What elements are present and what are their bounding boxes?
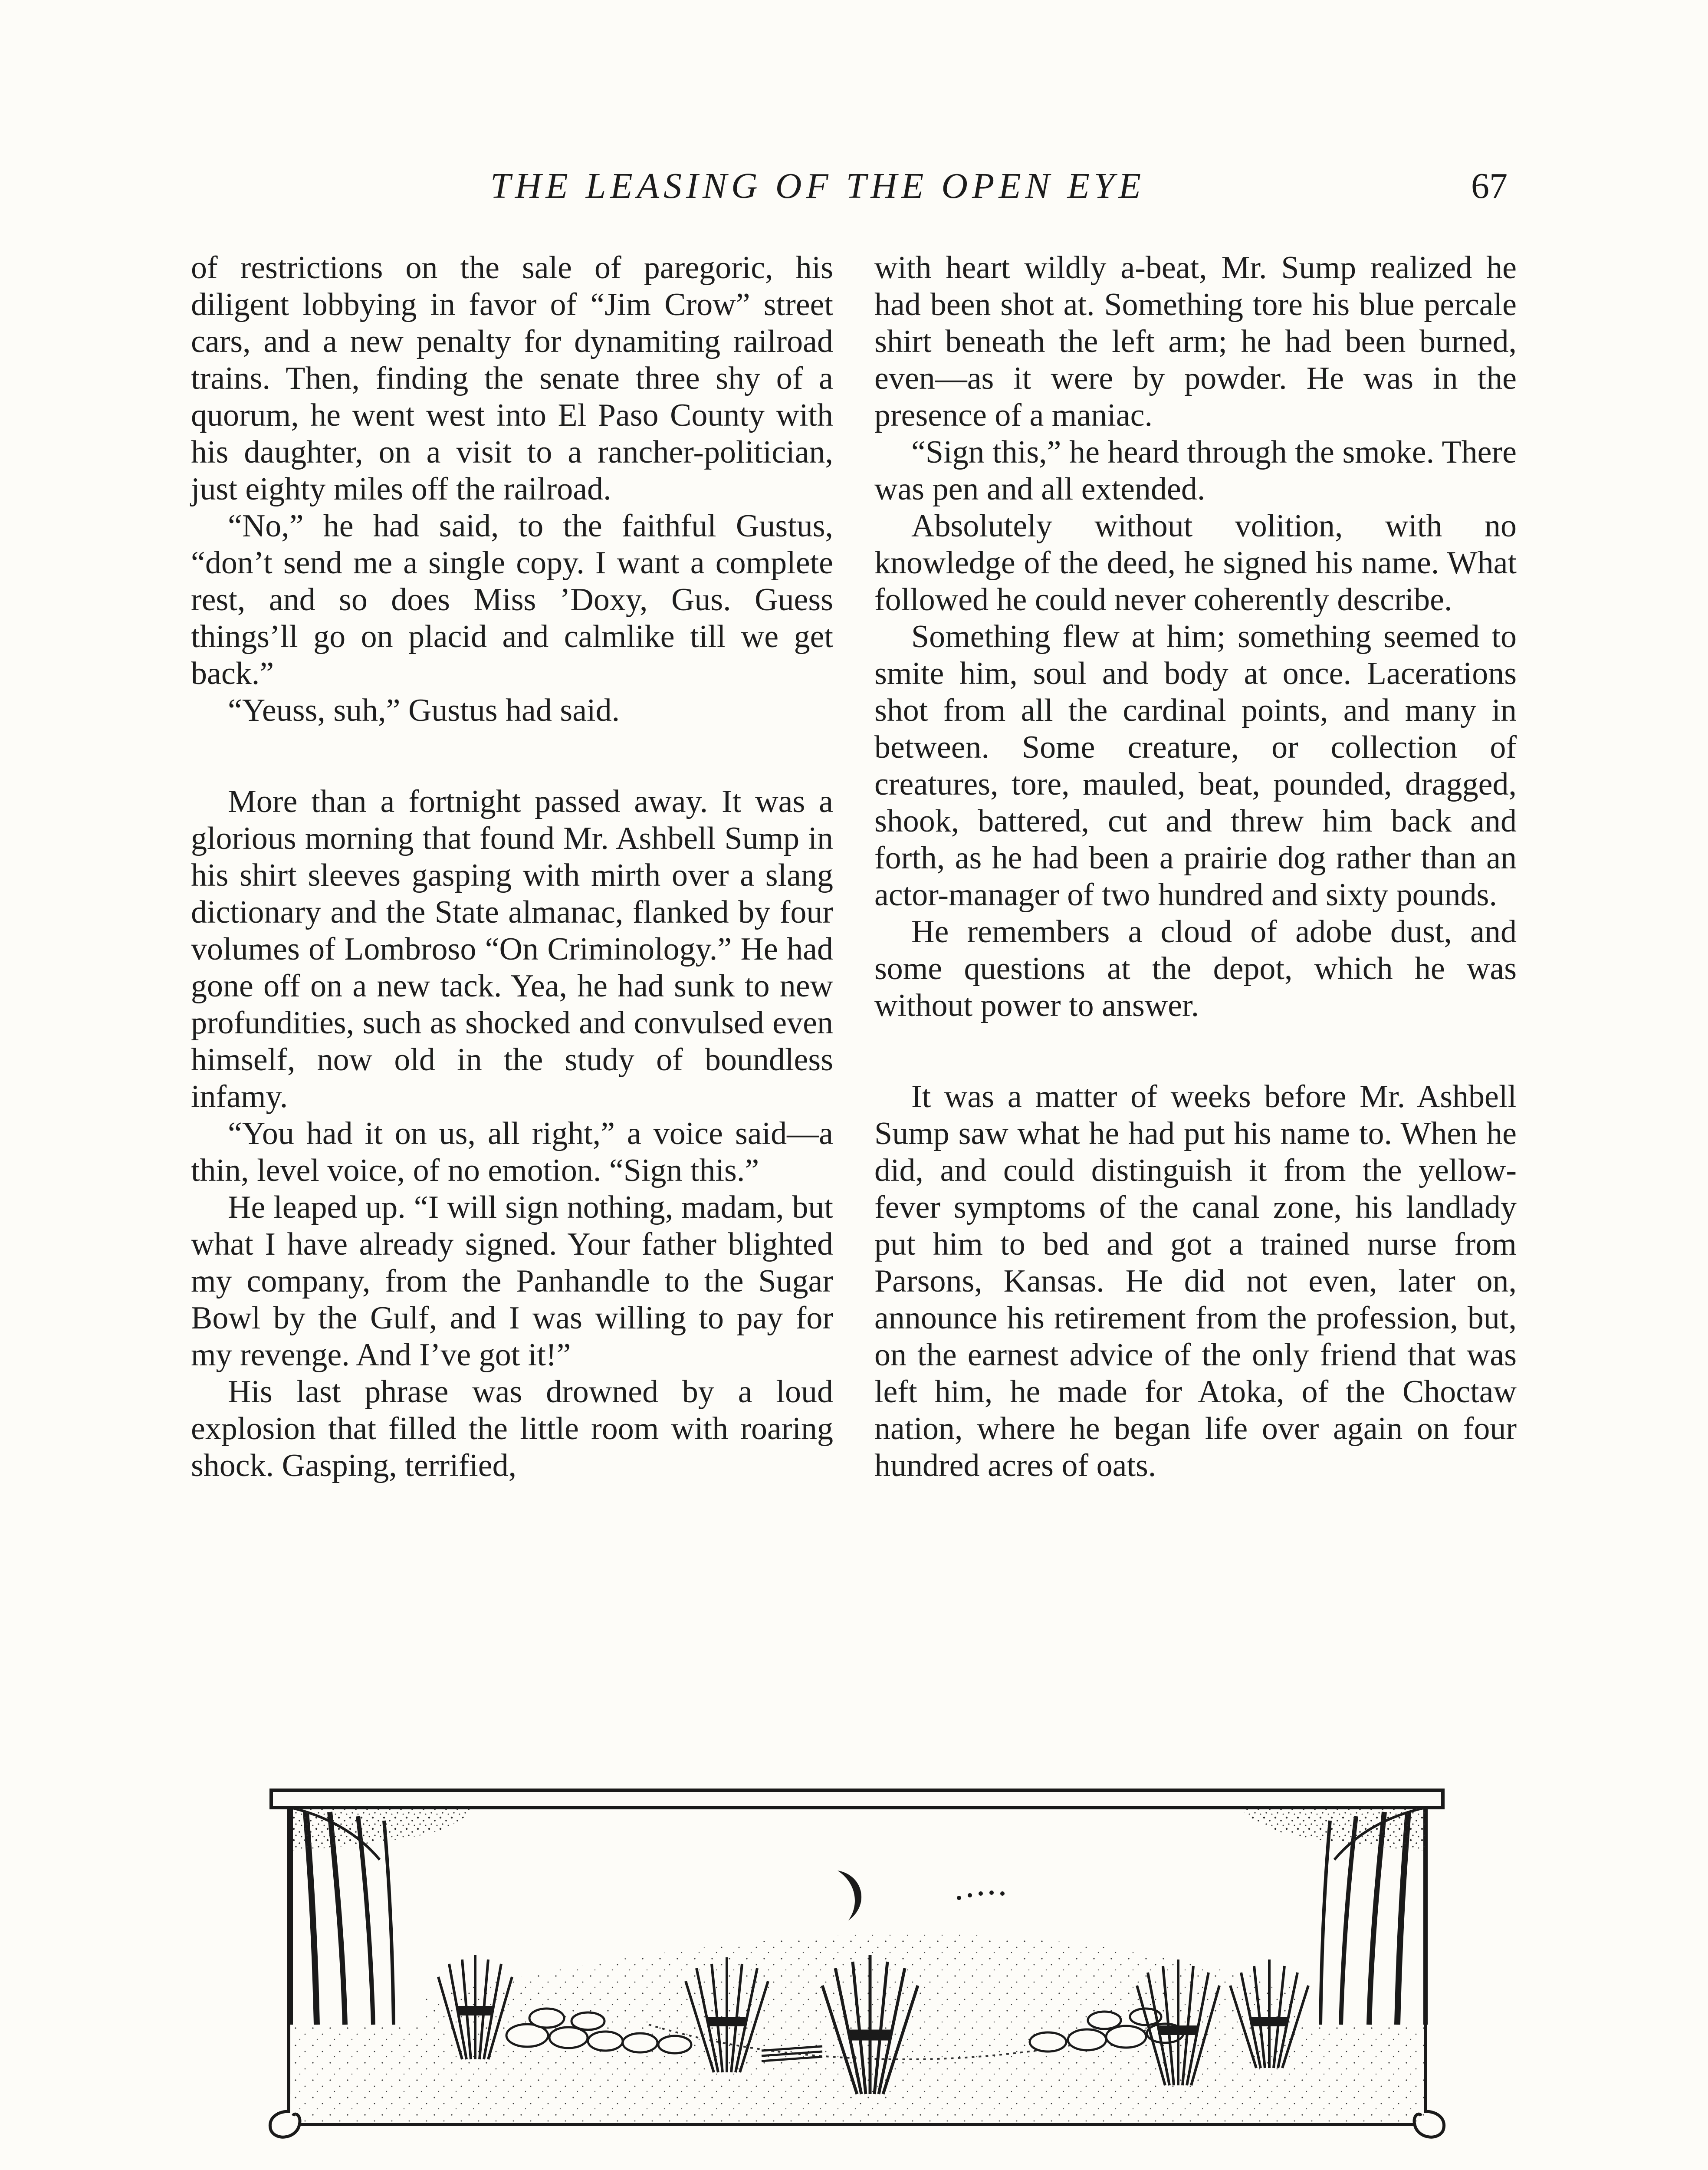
paragraph: with heart wildly a-beat, Mr. Sump realized he had been shot at. Something tore his blue percale shirt beneath the left arm; he had been burned, even—as it were by powder. He was in the presence of a maniac. <box>874 250 1517 433</box>
paragraph: Absolutely without volition, with no knowledge of the deed, he signed his name. What followed he could never coherently describe. <box>874 508 1517 618</box>
paragraph: It was a matter of weeks before Mr. Ashbell Sump saw what he had put his name to. When he did, and could distinguish it from the yellow-fever symptoms of the canal zone, his landlady put him to bed and got a trained nurse from Parsons, Kansas. He did not even, later on, announce his retirement from the profession, but, on the earnest advice of the only friend that was left him, he made for Atoka, of the Choctaw nation, where he began life over again on four hundred acres of oats. <box>874 1079 1517 1483</box>
paragraph: He leaped up. “I will sign nothing, madam, but what I have already signed. Your father blighted my company, from the Panhandle to the Sugar Bowl by the Gulf, and I was willing to pay for my revenge. And I’ve got it!” <box>191 1190 833 1373</box>
paragraph: “Sign this,” he heard through the smoke. There was pen and all extended. <box>874 434 1517 507</box>
left-foliage <box>291 1808 475 1851</box>
running-title: THE LEASING OF THE OPEN EYE <box>490 166 1145 206</box>
paragraph: “You had it on us, all right,” a voice said—a thin, level voice, of no emotion. “Sign this.” <box>191 1116 833 1188</box>
paragraph: Something flew at him; something seemed to smite him, soul and body at once. Lacerations shot from all the cardinal points, and many in between. Some creature, or collection of creatures, tore, mauled, beat, pounded, dragged, shook, battered, cut and threw him back and forth, as he had been a prairie dog rather than an actor-manager of two hundred and sixty pounds. <box>874 619 1517 913</box>
running-head <box>0 165 1708 217</box>
page-number: 67 <box>1471 166 1508 206</box>
paragraph: “Yeuss, suh,” Gustus had said. <box>228 693 620 728</box>
paragraph: He remembers a cloud of adobe dust, and some questions at the depot, which he was without power to answer. <box>874 914 1517 1023</box>
right-foliage <box>1239 1808 1426 1851</box>
paragraph: His last phrase was drowned by a loud explosion that filled the little room with roaring shock. Gasping, terrified, <box>191 1374 833 1483</box>
paragraph: of restrictions on the sale of paregoric, his diligent lobbying in favor of “Jim Crow” street cars, and a new penalty for dynamiting railroad trains. Then, finding the senate three shy of a quorum, he went west into El Paso County with his daughter, on a visit to a rancher-politician, just eighty miles off the railroad. <box>191 250 833 507</box>
text-column-left <box>191 250 833 1484</box>
flying-birds-icon <box>957 1891 1005 1900</box>
crescent-moon-icon <box>838 1871 861 1920</box>
paragraph: More than a fortnight passed away. It was a glorious morning that found Mr. Ashbell Sump in his shirt sleeves gasping with mirth over a slang dictionary and the State almanac, flanked by four volumes of Lombroso “On Criminology.” He had gone off on a new tack. Yea, he had sunk to new profundities, such as shocked and convulsed even himself, now old in the study of boundless infamy. <box>191 784 833 1115</box>
text-column-right <box>874 250 1517 1484</box>
tailpiece-illustration <box>258 1782 1456 2142</box>
paragraph: “No,” he had said, to the faithful Gustus, “don’t send me a single copy. I want a complete rest, and so does Miss ’Doxy, Gus. Guess things’ll go on placid and calmlike till we get back.” <box>191 508 833 691</box>
